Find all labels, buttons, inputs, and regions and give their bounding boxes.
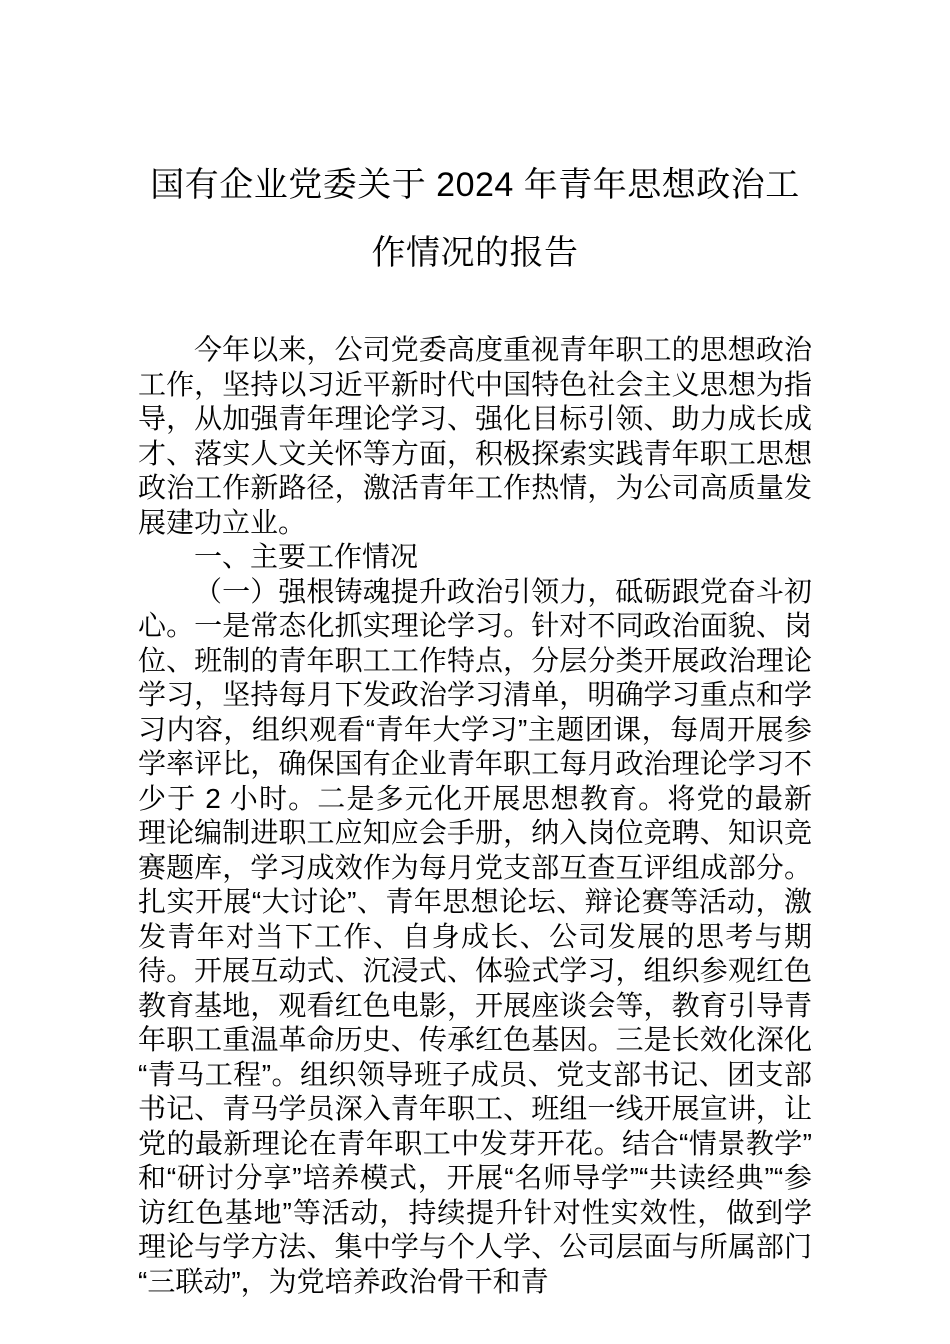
section-heading: 一、主要工作情况 (194, 541, 419, 572)
section-body-paragraph: （一）强根铸魂提升政治引领力，砥砺跟党奋斗初心。一是常态化抓实理论学习。针对不同政治面貌、岗位、班制的青年职工工作特点，分层分类开展政治理论学习，坚持每月下发政治学习清单，明确学习重点和学习内容，组织观看“青年大学习”主题团课，每周开展参学率评比，确保国有企业青年职工每月政治理论学习不少于 2 小时。二是多元化开展思想教育。将党的最新理论编制进职工应知应会手册，纳入岗位竞聘、知识竞赛题库，学习成效作为每月党支部互查互评组成部分。扎实开展“大讨论”、青年思想论坛、辩论赛等活动，激发青年对当下工作、自身成长、公司发展的思考与期待。开展互动式、沉浸式、体验式学习，组织参观红色教育基地，观看红色电影，开展座谈会等，教育引导青年职工重温革命历史、传承红色基因。三是长效化深化“青马工程”。组织领导班子成员、党支部书记、团支部书记、青马学员深入青年职工、班组一线开展宣讲，让党的最新理论在青年职工中发芽开花。结合“情景教学”和“研讨分享”培养模式，开展“名师导学”“共读经典”“参访红色基地”等活动，持续提升针对性实效性，做到学理论与学方法、集中学与个人学、公司层面与所属部门“三联动”，为党培养政治骨干和青 (138, 575, 812, 1297)
document-body (138, 333, 812, 1299)
intro-paragraph: 今年以来，公司党委高度重视青年职工的思想政治工作，坚持以习近平新时代中国特色社会主义思想为指导，从加强青年理论学习、强化目标引领、助力成长成才、落实人文关怀等方面，积极探索实践青年职工思想政治工作新路径，激活青年工作热情，为公司高质量发展建功立业。 (138, 334, 812, 538)
document-title: 国有企业党委关于 2024 年青年思想政治工作情况的报告 (150, 166, 800, 272)
